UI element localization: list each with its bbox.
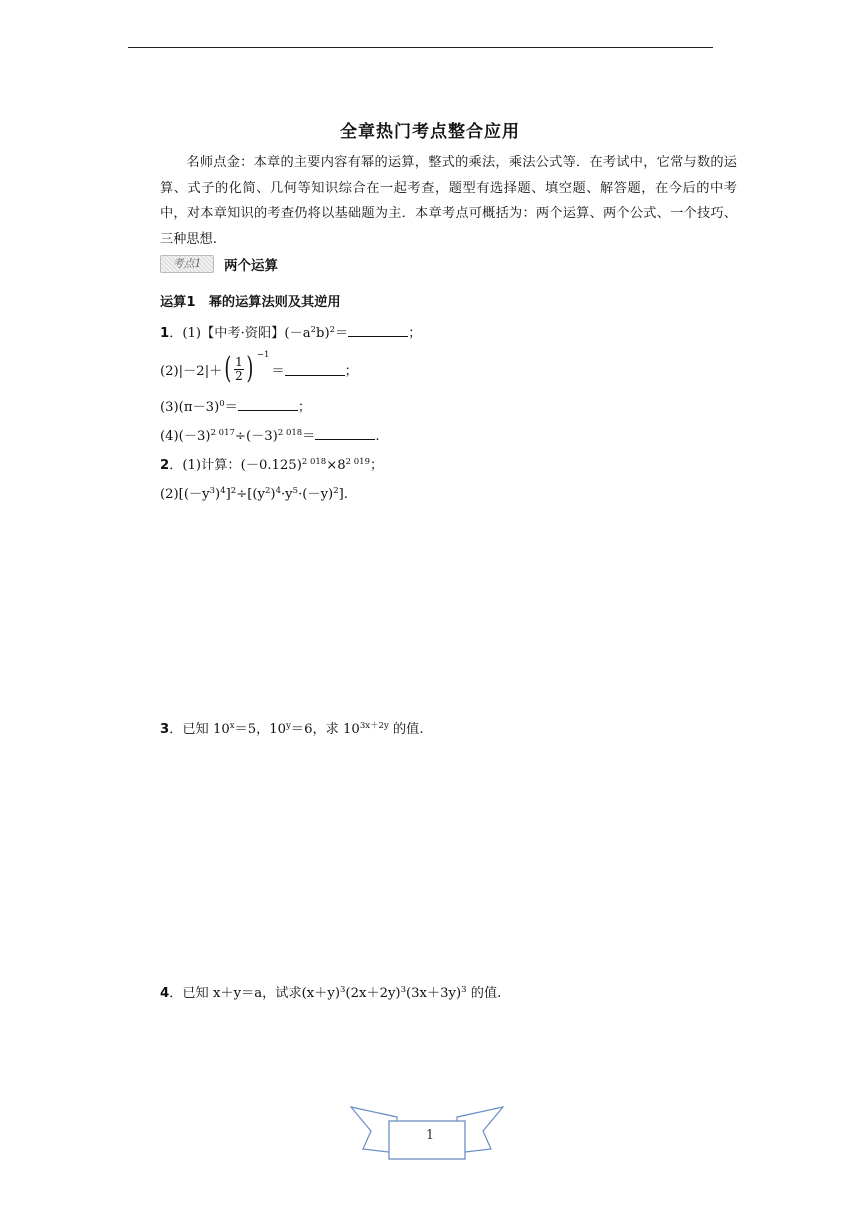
page-title: 全章热门考点整合应用 bbox=[340, 122, 520, 142]
q1-part3: $(3)(\pi-3)^0=$ ； bbox=[160, 399, 312, 415]
section-heading bbox=[160, 255, 278, 273]
section-title: 两个运算 bbox=[224, 258, 278, 274]
q4: 4．已知 x＋y＝a，试求$(x+y)^3(2x+2y)^3(3x+3y)^3$ 的值. bbox=[160, 985, 502, 1001]
fraction-expression: ( $\frac{1}{2}$ ) −1 bbox=[224, 350, 270, 386]
q2-part1: 2．(1)计算：$(-0.125)^{2 018}\times 8^{2 019}$； bbox=[160, 457, 384, 473]
intro-paragraph: 名师点金：本章的主要内容有幂的运算，整式的乘法，乘法公式等．在考试中，它常与数的运算、式子的化简、几何等知识综合在一起考查，题型有选择题、填空题、解答题，在今后的中考中，对本章知识的考查仍将以基础题为主．本章考点可概括为：两个运算、两个公式、一个技巧、三种思想. bbox=[160, 155, 737, 247]
answer-blank[interactable] bbox=[348, 324, 408, 337]
q2-number: 2 bbox=[160, 458, 170, 473]
q2-part2: $(2)[(-y^3)^4]^2\div[(y^2)^4\cdot y^5\cdot(-y)^2]$. bbox=[160, 486, 348, 502]
answer-blank[interactable] bbox=[315, 427, 375, 440]
q3: 3．已知 $10^x=5$，$10^y=6$，求 $10^{3x+2y}$ 的值. bbox=[160, 721, 424, 737]
q1-part4: $(4)(-3)^{2 017}\div(-3)^{2 018}=$ . bbox=[160, 428, 380, 444]
q4-number: 4 bbox=[160, 986, 170, 1001]
answer-blank[interactable] bbox=[238, 398, 298, 411]
header-rule bbox=[128, 47, 713, 48]
q1-number: 1 bbox=[160, 326, 170, 341]
fraction: $\frac{1}{2}$ bbox=[235, 354, 243, 383]
q1-part1: 1．(1)【中考·资阳】$(-a^2b)^2=$ ； bbox=[160, 325, 422, 341]
subsection-title: 运算1 幂的运算法则及其逆用 bbox=[160, 295, 341, 310]
section-badge: 考点1 bbox=[160, 255, 214, 273]
q3-number: 3 bbox=[160, 722, 170, 737]
fraction-exponent: −1 bbox=[256, 350, 270, 360]
page-number: 1 bbox=[425, 1128, 435, 1143]
answer-blank[interactable] bbox=[285, 363, 345, 376]
q1-part2: (2)|－2|＋ ( $\frac{1}{2}$ ) −1 ＝ ； bbox=[160, 350, 358, 386]
